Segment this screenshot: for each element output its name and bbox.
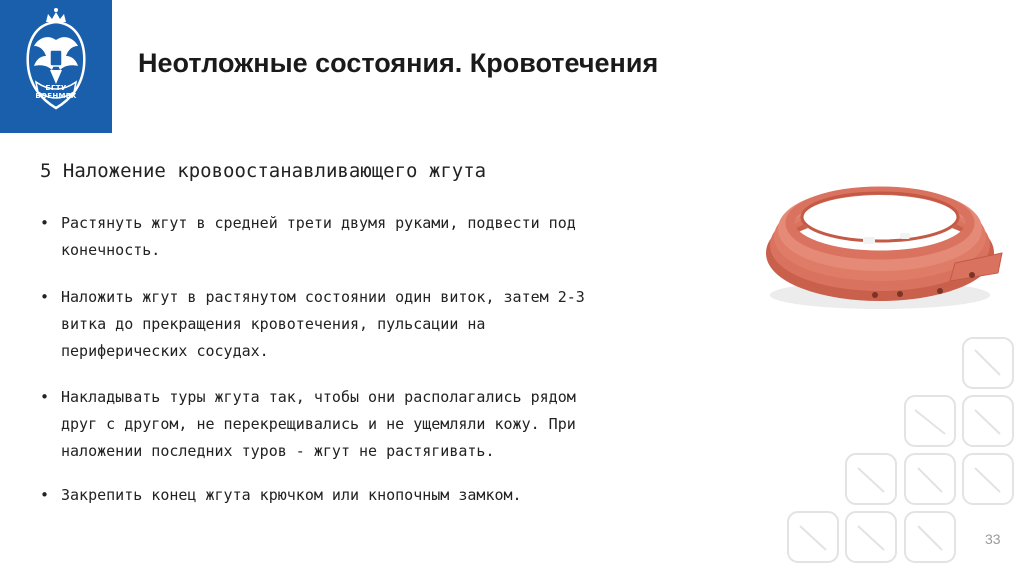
bullet-marker: • [40, 288, 50, 306]
page-title: Неотложные состояния. Кровотечения [138, 48, 659, 78]
bullet-marker: • [40, 388, 50, 406]
bullet-marker: • [40, 486, 50, 504]
page-number: 33 [985, 531, 1001, 547]
list-item-text: Накладывать туры жгута так, чтобы они располагались рядом друг с другом, не перекрещивались и не ущемляли кожу. При наложении последних туров - жгут не растягивать. [61, 388, 576, 460]
university-logo [0, 0, 112, 133]
list-item-text: Закрепить конец жгута крючком или кнопочным замком. [61, 486, 522, 504]
bullet-marker: • [40, 214, 50, 232]
section-heading: 5 Наложение кровоостанавливающего жгута [40, 160, 487, 182]
logo-text-line1: БГТУ [45, 84, 67, 92]
university-emblem-icon [0, 0, 112, 133]
logo-text-line2: ВОЕНМЕХ [35, 92, 77, 100]
tourniquet-image [760, 145, 1010, 339]
list-item-text: Наложить жгут в растянутом состоянии один виток, затем 2-3 витка до прекращения кровотечения, пульсации на периферических сосудах. [61, 288, 585, 360]
list-item-text: Растянуть жгут в средней трети двумя руками, подвести под конечность. [61, 214, 576, 259]
